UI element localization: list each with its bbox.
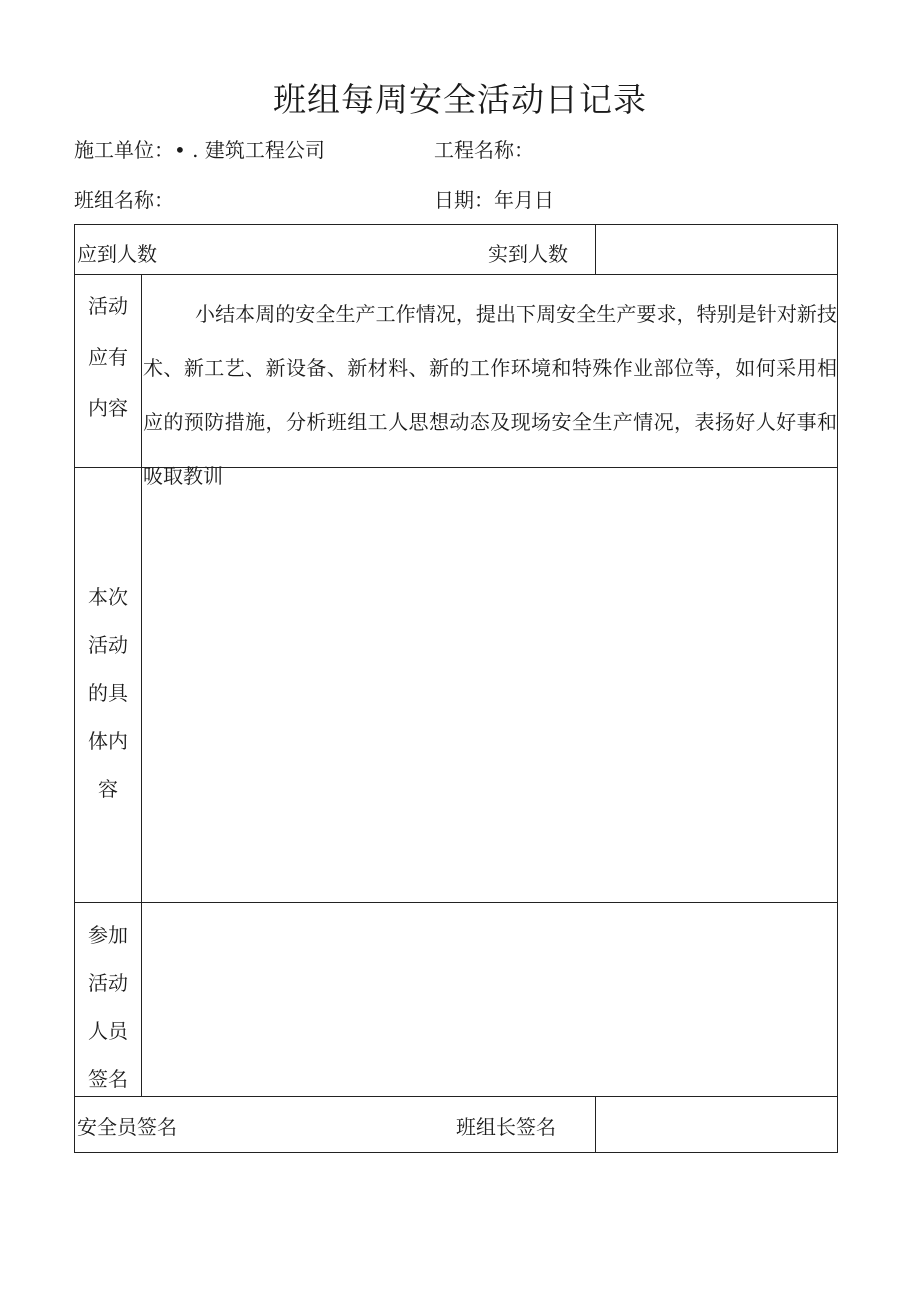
construction-unit xyxy=(74,136,325,164)
required-content-label-line: 内容 xyxy=(88,396,128,420)
date-label: 日期：年月日 xyxy=(434,188,554,212)
page-title: 班组每周安全活动日记录 xyxy=(273,80,647,119)
expected-count-label: 应到人数 xyxy=(77,242,157,266)
team-name-label: 班组名称： xyxy=(74,188,174,212)
participants-label-line: 参加 xyxy=(88,923,128,947)
team-leader-signature-label: 班组长签名 xyxy=(456,1115,556,1139)
team-leader-signature-field[interactable] xyxy=(596,1097,838,1153)
participants-label xyxy=(75,911,141,1103)
specific-content-label-line: 的具 xyxy=(88,681,128,705)
construction-unit-label: 施工单位： xyxy=(74,138,174,162)
participants-label-line: 签名 xyxy=(88,1067,128,1091)
specific-content-label-line: 本次 xyxy=(88,585,128,609)
required-content-label-line: 活动 xyxy=(88,294,128,318)
safety-officer-signature-label: 安全员签名 xyxy=(77,1115,177,1139)
project-name-label: 工程名称： xyxy=(434,138,534,162)
specific-content-label-line: 体内 xyxy=(88,729,128,753)
actual-count-label: 实到人数 xyxy=(488,242,568,266)
specific-content-label-line: 活动 xyxy=(88,633,128,657)
specific-content-field[interactable] xyxy=(142,468,838,902)
participants-signature-field[interactable] xyxy=(142,903,838,1096)
row-divider xyxy=(75,274,837,275)
participants-label-line: 活动 xyxy=(88,971,128,995)
construction-unit-value: • . 建筑工程公司 xyxy=(174,138,325,162)
specific-content-label xyxy=(75,573,141,813)
actual-count-field[interactable] xyxy=(596,225,838,274)
participants-label-line: 人员 xyxy=(88,1019,128,1043)
specific-content-label-line: 容 xyxy=(98,777,118,801)
required-content-label xyxy=(75,281,141,434)
required-content-label-line: 应有 xyxy=(88,345,128,369)
required-content-text: 小结本周的安全生产工作情况，提出下周安全生产要求，特别是针对新技术、新工艺、新设备、新材料、新的工作环境和特殊作业部位等，如何采用相应的预防措施，分析班组工人思想动态及现场安全生产情况，表扬好人好事和吸取教训 xyxy=(143,302,837,488)
label-column-divider xyxy=(141,274,142,1096)
activity-record-table xyxy=(74,224,838,1153)
